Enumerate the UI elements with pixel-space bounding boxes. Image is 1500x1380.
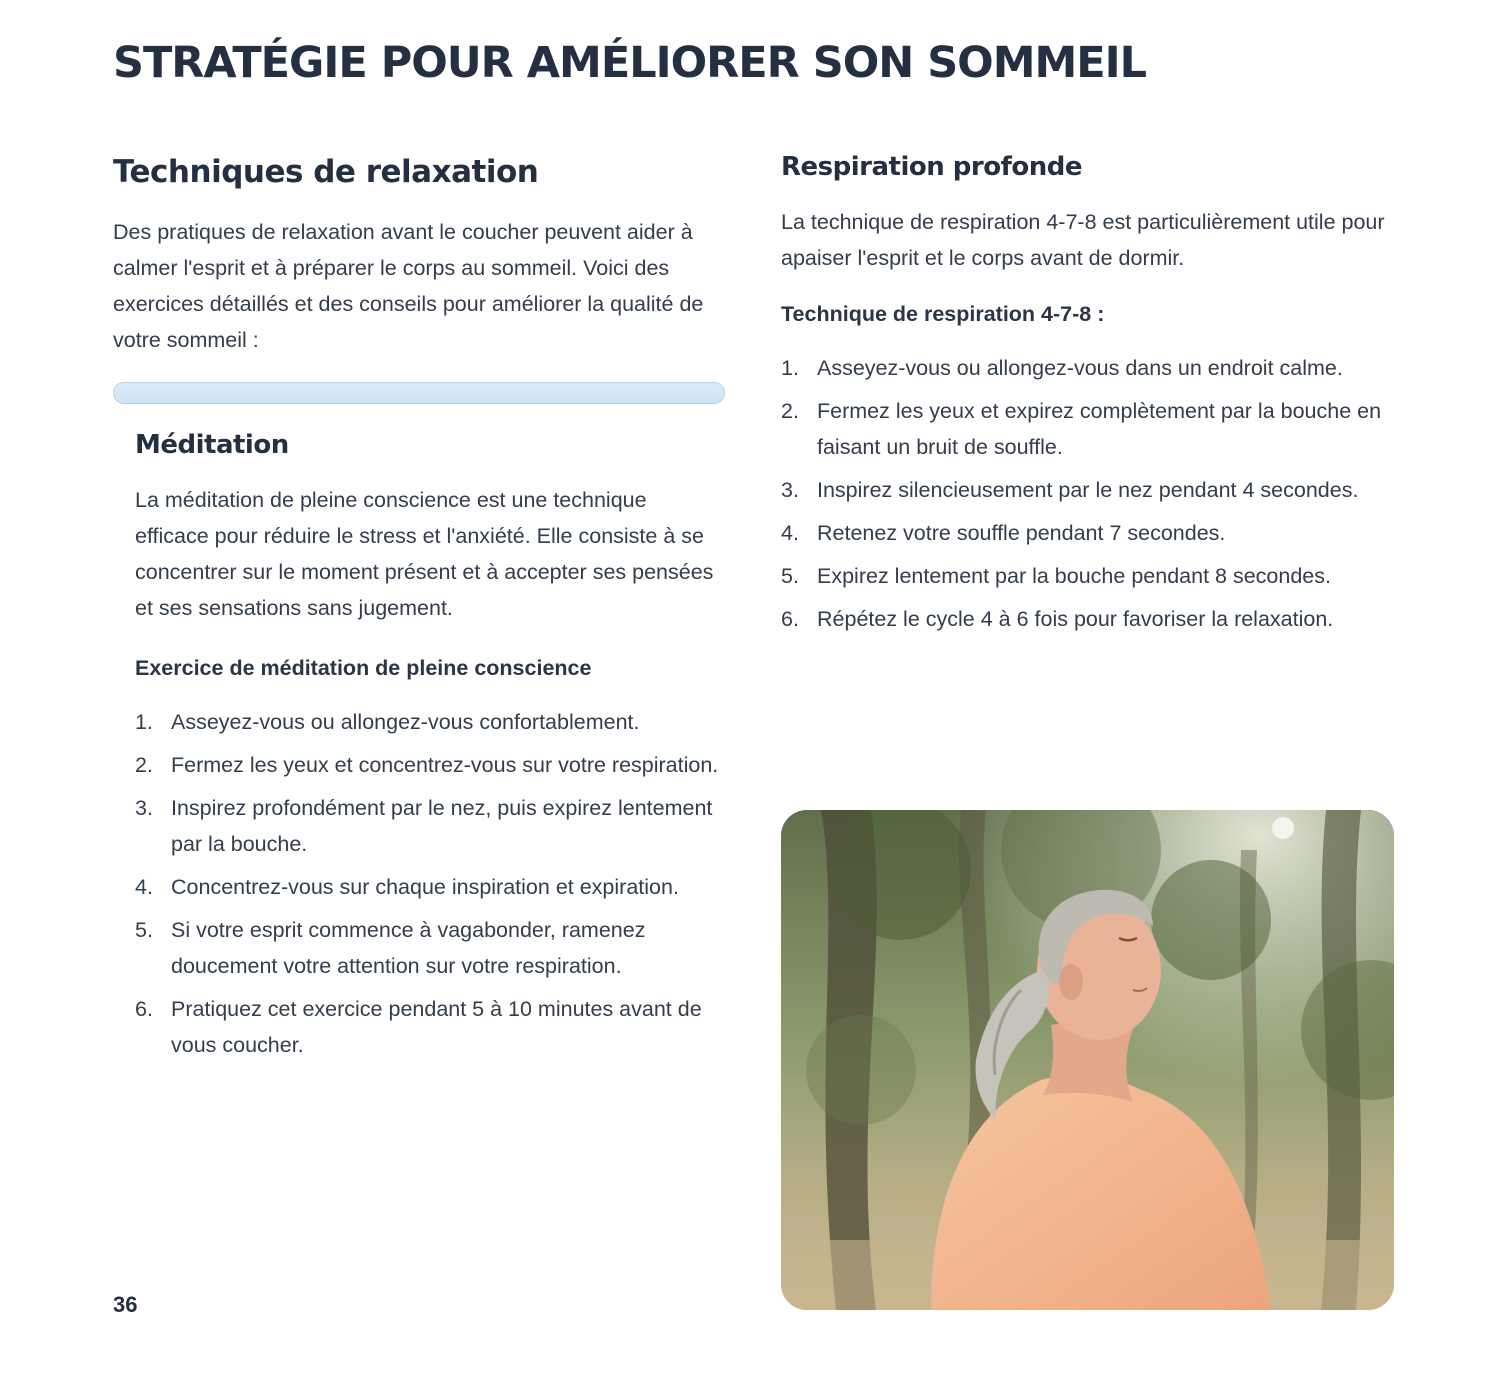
list-item-text: Pratiquez cet exercice pendant 5 à 10 minutes avant de vous coucher. bbox=[171, 997, 702, 1057]
right-column bbox=[781, 150, 1394, 644]
list-item-text: Inspirez profondément par le nez, puis expirez lentement par la bouche. bbox=[171, 796, 713, 856]
list-item bbox=[135, 991, 725, 1063]
section-divider bbox=[113, 382, 725, 404]
meditation-heading: Méditation bbox=[135, 430, 289, 460]
list-item-text: Concentrez-vous sur chaque inspiration et expiration. bbox=[171, 875, 679, 899]
list-item bbox=[781, 515, 1394, 551]
left-column bbox=[113, 150, 725, 1070]
list-item-number: 1. bbox=[781, 356, 799, 380]
breathing-steps-list bbox=[781, 350, 1394, 637]
list-item-number: 3. bbox=[135, 796, 153, 820]
list-item-number: 5. bbox=[135, 918, 153, 942]
list-item-number: 6. bbox=[781, 607, 799, 631]
list-item-text: Asseyez-vous ou allongez-vous dans un endroit calme. bbox=[817, 356, 1343, 380]
list-item bbox=[135, 790, 725, 862]
list-item-text: Répétez le cycle 4 à 6 fois pour favoriser la relaxation. bbox=[817, 607, 1334, 631]
list-item bbox=[781, 472, 1394, 508]
list-item-number: 4. bbox=[135, 875, 153, 899]
list-item-number: 5. bbox=[781, 564, 799, 588]
list-item-text: Expirez lentement par la bouche pendant 8 secondes. bbox=[817, 564, 1331, 588]
list-item bbox=[781, 558, 1394, 594]
breathing-heading: Respiration profonde bbox=[781, 152, 1083, 182]
list-item-number: 3. bbox=[781, 478, 799, 502]
list-item-number: 2. bbox=[135, 753, 153, 777]
meditation-text: La méditation de pleine conscience est une technique efficace pour réduire le stress et l'anxiété. Elle consiste à se concentrer sur le moment présent et à accepter ses pensées et ses sensations sans jugement. bbox=[135, 488, 714, 620]
list-item-text: Inspirez silencieusement par le nez pendant 4 secondes. bbox=[817, 478, 1359, 502]
list-item-text: Asseyez-vous ou allongez-vous confortablement. bbox=[171, 710, 640, 734]
relaxation-heading: Techniques de relaxation bbox=[113, 154, 539, 190]
woman-breathing-outdoors-illustration bbox=[781, 810, 1394, 1310]
meditation-steps-list bbox=[135, 704, 725, 1063]
list-item bbox=[135, 747, 725, 783]
list-item-number: 2. bbox=[781, 399, 799, 423]
list-item bbox=[135, 912, 725, 984]
page-title: STRATÉGIE POUR AMÉLIORER SON SOMMEIL bbox=[113, 38, 1147, 88]
relaxation-intro: Des pratiques de relaxation avant le coucher peuvent aider à calmer l'esprit et à préparer le corps au sommeil. Voici des exercices détaillés et des conseils pour améliorer la qualité de votre sommeil : bbox=[113, 220, 704, 352]
breathing-lead: La technique de respiration 4-7-8 est particulièrement utile pour apaiser l'esprit et le corps avant de dormir. bbox=[781, 210, 1385, 270]
list-item-text: Si votre esprit commence à vagabonder, ramenez doucement votre attention sur votre respiration. bbox=[171, 918, 646, 978]
meditation-section bbox=[113, 430, 725, 1063]
list-item-text: Fermez les yeux et expirez complètement par la bouche en faisant un bruit de souffle. bbox=[817, 399, 1382, 459]
breathing-technique-label: Technique de respiration 4-7-8 : bbox=[781, 302, 1105, 326]
list-item bbox=[781, 601, 1394, 637]
list-item bbox=[135, 704, 725, 740]
list-item-text: Fermez les yeux et concentrez-vous sur votre respiration. bbox=[171, 753, 719, 777]
list-item-text: Retenez votre souffle pendant 7 secondes. bbox=[817, 521, 1226, 545]
meditation-exercise-label: Exercice de méditation de pleine conscience bbox=[135, 656, 592, 680]
page-number: 36 bbox=[113, 1292, 138, 1317]
list-item bbox=[135, 869, 725, 905]
list-item bbox=[781, 350, 1394, 386]
list-item-number: 1. bbox=[135, 710, 153, 734]
list-item-number: 6. bbox=[135, 997, 153, 1021]
breathing-photo bbox=[781, 810, 1394, 1310]
list-item-number: 4. bbox=[781, 521, 799, 545]
list-item bbox=[781, 393, 1394, 465]
